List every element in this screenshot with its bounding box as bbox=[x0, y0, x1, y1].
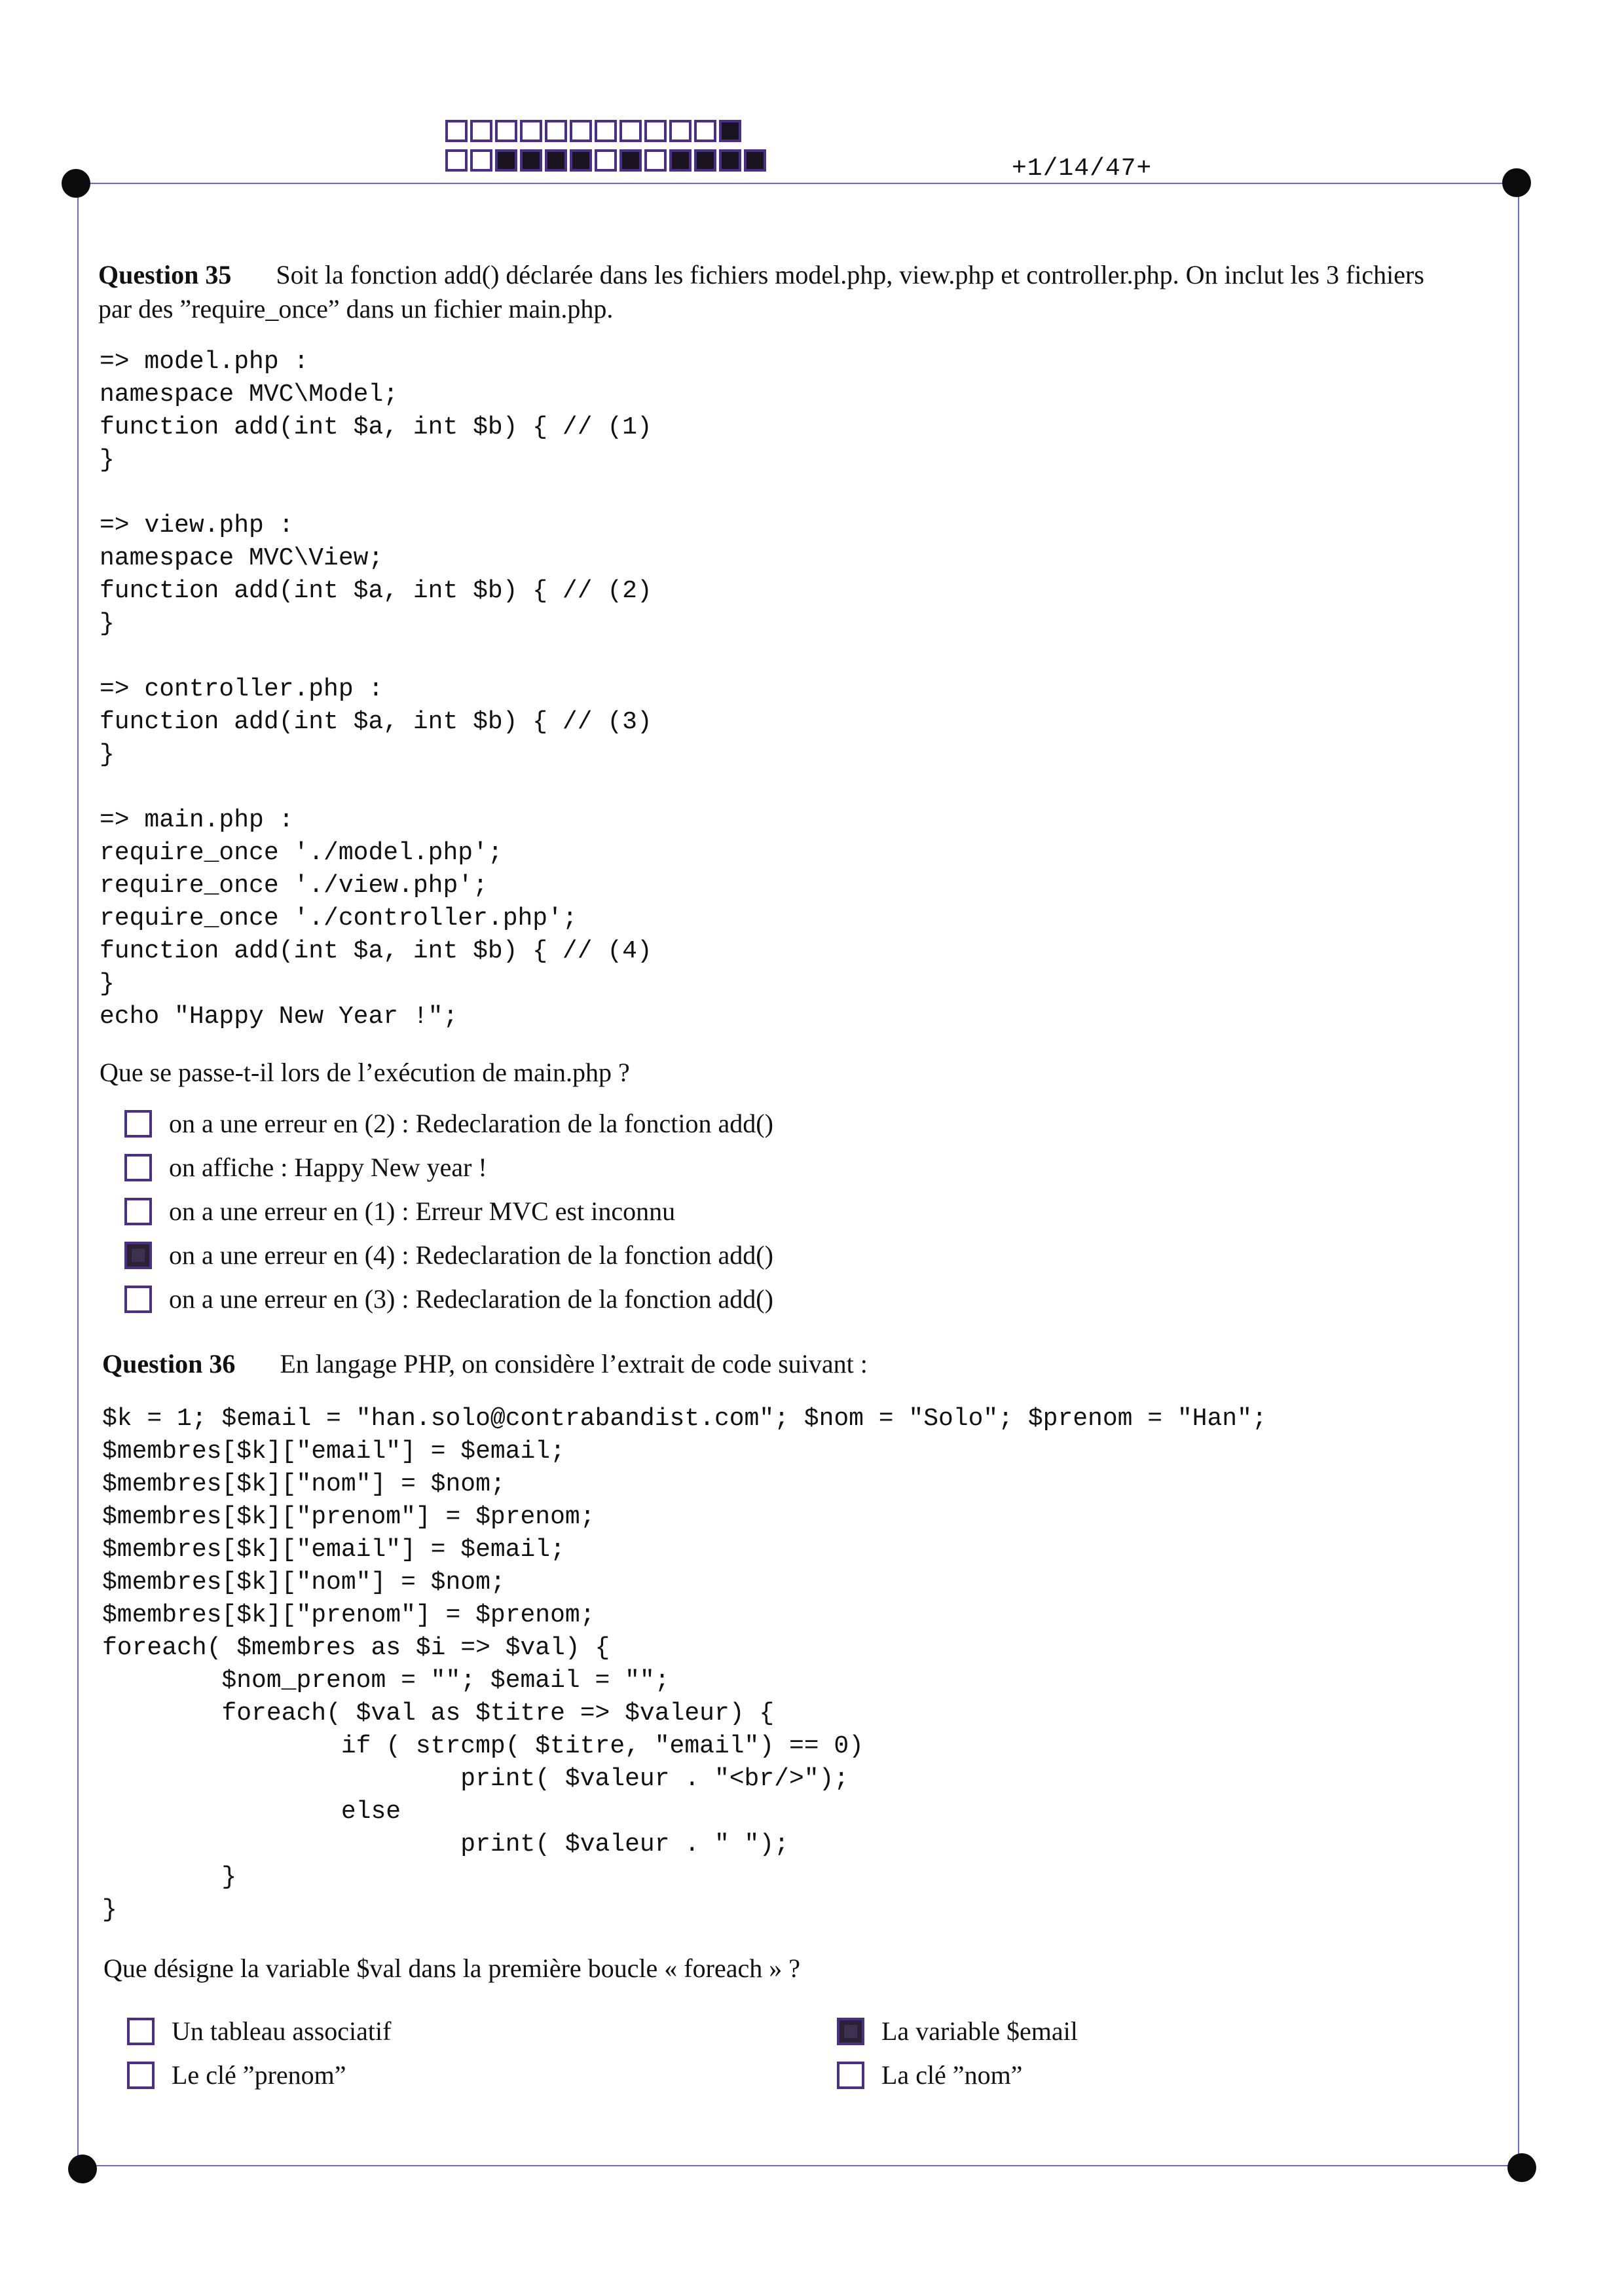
frame-left bbox=[77, 183, 79, 2167]
question-35-code: => model.php : namespace MVC\Model; function add(int $a, int $b) { // (1) } => view.php : namespace MVC\View; function add(int $a, int $b) { // (2) } => controller.php : function add(int $a, int $b) { // (3) } => main.php : require_once './model.php'; require_once './view.php'; require_once './controller.php'; function add(int $a, int $b) { // (4) } echo "Happy New Year !"; bbox=[100, 348, 652, 1031]
id-code-bottom-box bbox=[669, 149, 692, 172]
q35-answer-option[interactable] bbox=[124, 1284, 773, 1314]
id-code-bottom-box bbox=[545, 149, 567, 172]
question-36 bbox=[102, 1347, 1510, 1381]
id-code-top-box bbox=[495, 120, 517, 142]
id-code-bottom-box bbox=[520, 149, 542, 172]
corner-mark-bottom-left bbox=[68, 2155, 97, 2183]
corner-mark-bottom-right bbox=[1507, 2153, 1536, 2182]
q35-answer-option[interactable] bbox=[124, 1108, 773, 1139]
id-code-top-box bbox=[520, 120, 542, 142]
corner-mark-top-right bbox=[1502, 168, 1531, 197]
q36-answer-option[interactable] bbox=[127, 2016, 391, 2046]
q35-answer-option[interactable] bbox=[124, 1152, 487, 1183]
answer-label: on affiche : Happy New year ! bbox=[169, 1153, 487, 1182]
answer-checkbox[interactable] bbox=[127, 2018, 155, 2045]
q36-answer-option[interactable] bbox=[127, 2060, 346, 2090]
question-36-title: Question 36 bbox=[102, 1349, 236, 1379]
corner-mark-top-left bbox=[62, 169, 90, 198]
id-code-bottom-box bbox=[644, 149, 667, 172]
question-35 bbox=[98, 258, 1506, 326]
q36-answer-option[interactable] bbox=[837, 2016, 1078, 2046]
answer-label: on a une erreur en (3) : Redeclaration de la fonction add() bbox=[169, 1284, 773, 1314]
question-36-prompt: Que désigne la variable $val dans la première boucle « foreach » ? bbox=[103, 1953, 800, 1983]
question-36-code: $k = 1; $email = "han.solo@contrabandist.com"; $nom = "Solo"; $prenom = "Han"; $membres[$k]["email"] = $email; $membres[$k]["nom"] = $nom; $membres[$k]["prenom"] = $prenom; $membres[$k]["email"] = $email; $membres[$k]["nom"] = $nom; $membres[$k]["prenom"] = $prenom; foreach( $membres as $i => $val) { $nom_prenom = ""; $email = ""; foreach( $val as $titre => $valeur) { if ( strcmp( $titre, "email") == 0) print( $valeur . "<br/>"); else print( $valeur . " "); } } bbox=[102, 1405, 1267, 1924]
id-code-top-box bbox=[619, 120, 642, 142]
id-code-top-box bbox=[545, 120, 567, 142]
id-code-bottom-box bbox=[619, 149, 642, 172]
id-code-bottom-box bbox=[719, 149, 741, 172]
answer-checkbox[interactable] bbox=[837, 2062, 864, 2089]
question-35-prompt: Que se passe-t-il lors de l’exécution de main.php ? bbox=[100, 1058, 630, 1087]
answer-label: Un tableau associatif bbox=[172, 2016, 392, 2046]
answer-checkbox[interactable] bbox=[124, 1154, 152, 1181]
question-35-title: Question 35 bbox=[98, 260, 232, 289]
answer-label: Le clé ”prenom” bbox=[172, 2060, 346, 2090]
id-code-bottom-box bbox=[495, 149, 517, 172]
id-code-bottom-box bbox=[694, 149, 716, 172]
id-code-top-box bbox=[669, 120, 692, 142]
id-code-top-box bbox=[570, 120, 592, 142]
q36-answer-option[interactable] bbox=[837, 2060, 1022, 2090]
frame-top bbox=[77, 183, 1518, 184]
id-code-bottom-row bbox=[445, 149, 766, 172]
frame-bottom bbox=[83, 2165, 1523, 2166]
page-number: +1/14/47+ bbox=[1012, 155, 1153, 183]
id-code-bottom-box bbox=[445, 149, 468, 172]
answer-label: on a une erreur en (2) : Redeclaration de la fonction add() bbox=[169, 1109, 773, 1138]
id-code-top-box bbox=[719, 120, 741, 142]
id-code-bottom-box bbox=[570, 149, 592, 172]
answer-checkbox[interactable] bbox=[837, 2018, 864, 2045]
id-code-top-box bbox=[445, 120, 468, 142]
answer-label: La clé ”nom” bbox=[881, 2060, 1023, 2090]
question-35-text-line2: par des ”require_once” dans un fichier main.php. bbox=[98, 294, 614, 324]
id-code-bottom-box bbox=[595, 149, 617, 172]
answer-label: on a une erreur en (4) : Redeclaration de la fonction add() bbox=[169, 1240, 773, 1270]
id-code-top-box bbox=[694, 120, 716, 142]
answer-label: La variable $email bbox=[881, 2016, 1078, 2046]
id-code-top-row bbox=[445, 120, 741, 142]
answer-checkbox[interactable] bbox=[127, 2062, 155, 2089]
question-35-text-line1: Soit la fonction add() déclarée dans les fichiers model.php, view.php et controller.php. On inclut les 3 fichiers bbox=[276, 260, 1424, 289]
question-36-text: En langage PHP, on considère l’extrait de code suivant : bbox=[280, 1349, 868, 1379]
id-code-top-box bbox=[644, 120, 667, 142]
id-code-top-box bbox=[595, 120, 617, 142]
answer-checkbox[interactable] bbox=[124, 1198, 152, 1225]
id-code-bottom-box bbox=[744, 149, 766, 172]
answer-label: on a une erreur en (1) : Erreur MVC est inconnu bbox=[169, 1196, 676, 1226]
answer-checkbox[interactable] bbox=[124, 1110, 152, 1138]
id-code-bottom-box bbox=[470, 149, 492, 172]
answer-checkbox[interactable] bbox=[124, 1286, 152, 1313]
answer-checkbox[interactable] bbox=[124, 1242, 152, 1269]
frame-right bbox=[1518, 183, 1519, 2167]
q35-answer-option[interactable] bbox=[124, 1240, 773, 1270]
q35-answer-option[interactable] bbox=[124, 1196, 675, 1227]
id-code-top-box bbox=[470, 120, 492, 142]
